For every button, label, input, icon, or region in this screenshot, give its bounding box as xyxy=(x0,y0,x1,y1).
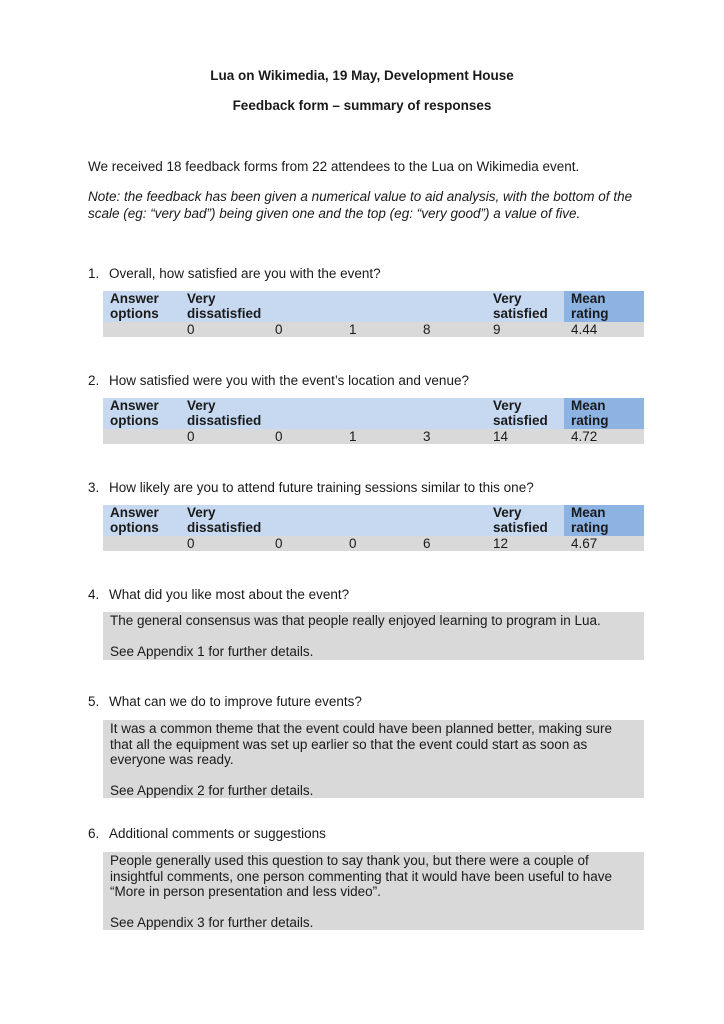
mean-value: 4.67 xyxy=(564,536,644,551)
table-header-row xyxy=(103,291,644,322)
question-text: How satisfied were you with the event’s location and venue? xyxy=(109,373,469,388)
header-very-satisfied: Very satisfied xyxy=(486,398,564,429)
page-title: Lua on Wikimedia, 19 May, Development House xyxy=(210,68,514,83)
value-cell: 1 xyxy=(342,429,416,444)
value-cell: 14 xyxy=(486,429,564,444)
header-answer-options: Answer options xyxy=(103,291,180,322)
question-5 xyxy=(88,694,648,709)
page-subtitle: Feedback form – summary of responses xyxy=(232,98,492,113)
question-number: 3. xyxy=(88,480,100,495)
question-text: Additional comments or suggestions xyxy=(109,826,326,841)
question-number: 6. xyxy=(88,826,100,841)
header-mean-rating: Mean rating xyxy=(564,505,644,536)
answer-box-4 xyxy=(103,612,644,660)
header-mean-rating: Mean rating xyxy=(564,291,644,322)
question-6 xyxy=(88,826,648,841)
header-answer-options: Answer options xyxy=(103,398,180,429)
value-cell: 0 xyxy=(180,536,268,551)
question-text: How likely are you to attend future training sessions similar to this one? xyxy=(109,480,534,495)
answer-box-5 xyxy=(103,720,644,798)
question-4 xyxy=(88,587,648,602)
intro-text: We received 18 feedback forms from 22 attendees to the Lua on Wikimedia event. xyxy=(88,159,580,174)
value-cell: 6 xyxy=(416,536,486,551)
mean-value: 4.44 xyxy=(564,322,644,337)
question-3 xyxy=(88,480,648,495)
header-very-satisfied: Very satisfied xyxy=(486,291,564,322)
value-cell: 12 xyxy=(486,536,564,551)
table-header-row xyxy=(103,398,644,429)
question-text: Overall, how satisfied are you with the event? xyxy=(109,266,381,281)
value-cell: 1 xyxy=(342,322,416,337)
appendix-reference: See Appendix 3 for further details. xyxy=(110,914,314,930)
question-number: 4. xyxy=(88,587,100,602)
rating-table-3 xyxy=(103,505,644,551)
answer-text: People generally used this question to say thank you, but there were a couple of insightful comments, one person commenting that it would have been useful to have “More in person presentation and less video”. xyxy=(110,853,613,899)
header-answer-options: Answer options xyxy=(103,505,180,536)
header-mean-rating: Mean rating xyxy=(564,398,644,429)
value-cell: 0 xyxy=(268,536,342,551)
value-cell: 9 xyxy=(486,322,564,337)
appendix-reference: See Appendix 2 for further details. xyxy=(110,782,314,798)
header-very-dissatisfied: Very dissatisfied xyxy=(180,398,268,429)
rating-table-1 xyxy=(103,291,644,337)
answer-text: The general consensus was that people really enjoyed learning to program in Lua. xyxy=(110,613,601,628)
value-cell: 8 xyxy=(416,322,486,337)
answer-box-6 xyxy=(103,852,644,930)
value-cell: 3 xyxy=(416,429,486,444)
answer-text: It was a common theme that the event could have been planned better, making sure that all the equipment was set up earlier so that the event could start as soon as everyone was ready. xyxy=(110,721,613,767)
question-text: What did you like most about the event? xyxy=(109,587,350,602)
header-very-satisfied: Very satisfied xyxy=(486,505,564,536)
header-very-dissatisfied: Very dissatisfied xyxy=(180,505,268,536)
table-values-row xyxy=(103,429,644,444)
table-values-row xyxy=(103,536,644,551)
value-cell: 0 xyxy=(180,429,268,444)
rating-table-2 xyxy=(103,398,644,444)
value-cell: 0 xyxy=(268,322,342,337)
value-cell: 0 xyxy=(180,322,268,337)
table-values-row xyxy=(103,322,644,337)
value-cell: 0 xyxy=(268,429,342,444)
header-very-dissatisfied: Very dissatisfied xyxy=(180,291,268,322)
question-1 xyxy=(88,266,648,281)
question-2 xyxy=(88,373,648,388)
question-number: 5. xyxy=(88,694,100,709)
table-header-row xyxy=(103,505,644,536)
mean-value: 4.72 xyxy=(564,429,644,444)
note-text: Note: the feedback has been given a numerical value to aid analysis, with the bottom of the scale (eg: “very bad”) being given one and the top (eg: “very good”) a value of five. xyxy=(88,189,633,221)
question-text: What can we do to improve future events? xyxy=(109,694,362,709)
value-cell: 0 xyxy=(342,536,416,551)
question-number: 2. xyxy=(88,373,100,388)
appendix-reference: See Appendix 1 for further details. xyxy=(110,643,314,659)
question-number: 1. xyxy=(88,266,100,281)
